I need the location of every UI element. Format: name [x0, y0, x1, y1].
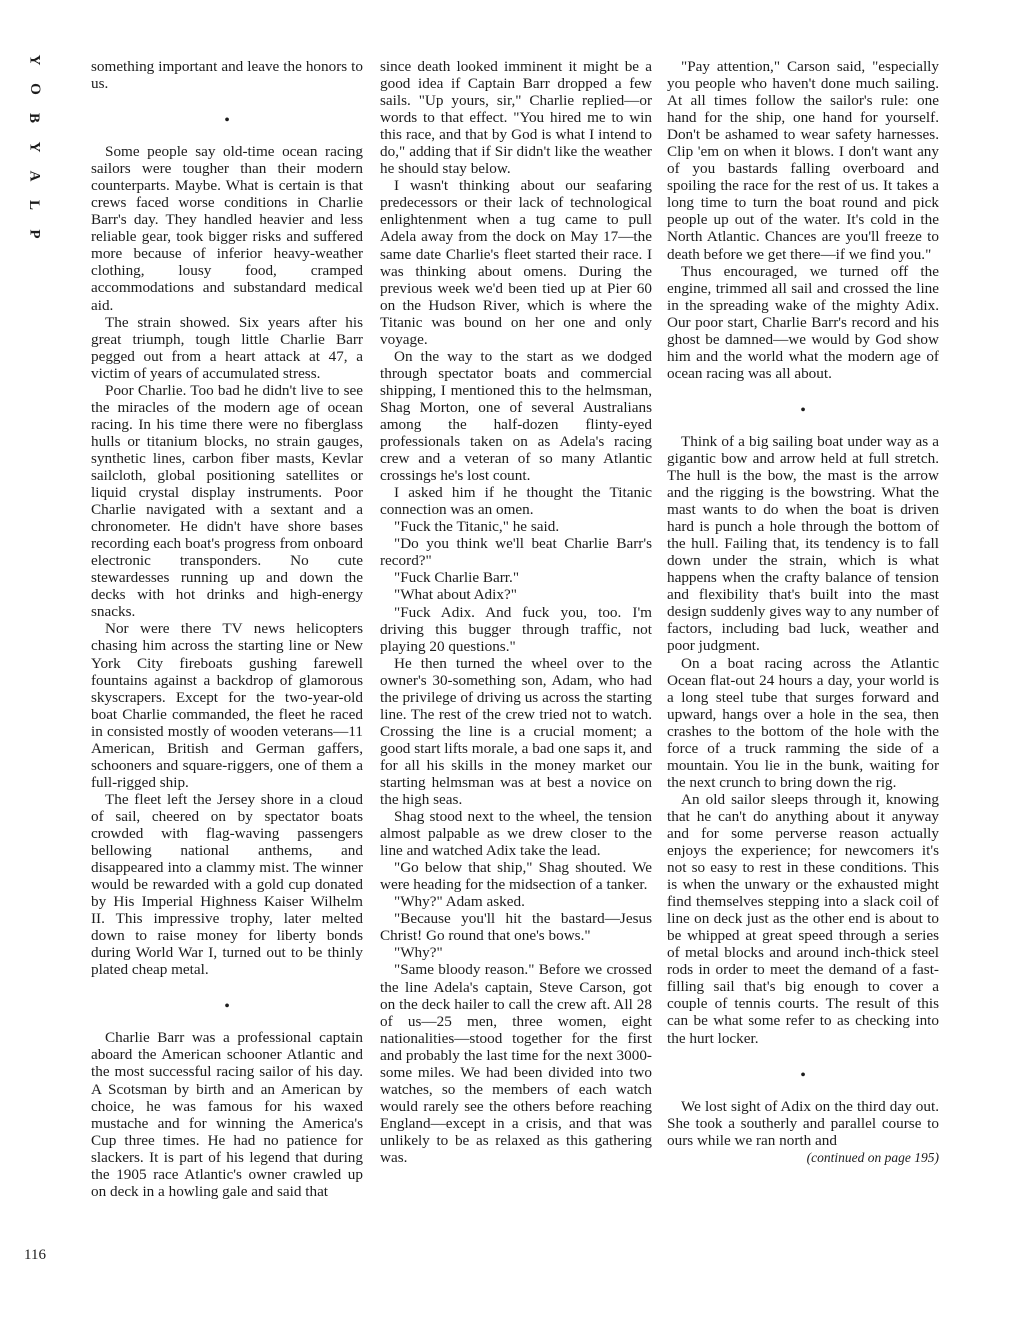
paragraph: I wasn't thinking about our seafaring predecessors or their lack of technological enlightenment when a tug came to pull Adela away from the dock on May 17—the same date Charlie's fleet started their race. I was thinking about omens. During the previous week we'd been tied up at Pier 60 on the Hudson River, which is where the Titanic was bound on her one and only voyage. [380, 177, 652, 348]
paragraph: On the way to the start as we dodged through spectator boats and commercial shipping, I mentioned this to the helmsman, Shag Morton, one of several Australians among the half-dozen flinty-eyed professionals taken on as Adela's racing crew and a veteran of so many Atlantic crossings he's lost count. [380, 347, 652, 485]
paragraph: The strain showed. Six years after his great triumph, tough little Charlie Barr pegged out from a heart attack at 47, a victim of years of accumulated stress. [91, 313, 363, 382]
paragraph: Poor Charlie. Too bad he didn't live to see the miracles of the modern age of ocean racing. In his time there were no fiberglass hulls or titanium blocks, no strain gauges, synthetic lines, carbon fiber masts, Kevlar sailcloth, global positioning satellites or liquid crystal display instruments. Poor Charlie navigated with a sextant and a chronometer. He didn't have shore bases recording each boat's progress from onboard electronic transponders. No cute stewardesses running up and down the decks with hot drinks and high-energy snacks. [91, 381, 363, 621]
magazine-letter: P [26, 229, 43, 240]
paragraph: Charlie Barr was a professional captain aboard the American schooner Atlantic and the most successful racing sailor of his day. A Scotsman by birth and an American by choice, he was famous for his waxed mustache and for winning the America's Cup three times. He had no patience for slackers. It is part of his legend that during the 1905 race Atlantic's owner crawled up on deck in a howling gale and said that [91, 1029, 363, 1200]
paragraph: "Why?" Adam asked. [394, 893, 525, 911]
paragraph: The fleet left the Jersey shore in a cloud of sail, cheered on by spectator boats crowded with flag-waving passengers bellowing national anthems, and disappeared into a clammy mist. The winner would be rewarded with a gold cup donated by His Imperial Highness Kaiser Wilhelm II. This impressive trophy, later melted down to raise money for liberty bonds during World War I, turned out to be thinly plated cheap metal. [91, 790, 363, 979]
section-break-bullet: • [800, 401, 806, 419]
paragraph: Shag stood next to the wheel, the tension almost palpable as we drew closer to the line and watched Adix take the lead. [380, 808, 652, 860]
paragraph: "Fuck the Titanic," he said. [394, 518, 560, 536]
magazine-letter: Y [26, 141, 43, 154]
paragraph: Thus encouraged, we turned off the engine, trimmed all sail and crossed the line in the spreading wake of the mighty Adix. Our poor start, Charlie Barr's record and his ghost be damned—we would by God show him and the world what the modern age of ocean racing was all about. [667, 262, 939, 382]
paragraph: Think of a big sailing boat under way as a gigantic bow and arrow held at full stretch. The hull is the bow, the mast is the arrow and the rigging is the bowstring. What the mast wants to do when the boat is driven hard is punch a hole through the bottom of the hull. Failing that, its tendency is to fall down under the strain, which is what happens when the crafty balance of tension and flexibility that's built into the mast design suddenly gives way to any number of factors, including bad luck, weather and poor judgment. [667, 432, 939, 655]
magazine-letter: Y [26, 54, 43, 67]
paragraph: I asked him if he thought the Titanic connection was an omen. [380, 484, 652, 519]
magazine-letter: O [26, 83, 43, 96]
page-number: 116 [24, 1247, 46, 1263]
paragraph: something important and leave the honors to us. [91, 58, 363, 93]
paragraph: "Do you think we'll beat Charlie Barr's record?" [380, 535, 652, 570]
paragraph: On a boat racing across the Atlantic Ocean flat-out 24 hours a day, your world is a long steel tube that surges forward and upward, hangs over a hole in the sea, then crashes to the bottom of the hole with the force of a truck ramming the side of a mountain. You lie in the bunk, waiting for the next crunch to bring down the rig. [667, 654, 939, 791]
paragraph: Nor were there TV news helicopters chasing him across the starting line or New York City fireboats gushing farewell fountains against a backdrop of glamorous skyscrapers. Except for the two-year-old boat Charlie commanded, the fleet he raced in consisted mostly of wooden veterans—11 American, British and German gaffers, schooners and square-riggers, one of them a full-rigged ship. [91, 620, 363, 791]
magazine-name-vertical [22, 50, 46, 245]
paragraph: We lost sight of Adix on the third day out. She took a southerly and parallel course to ours while we ran north and [667, 1097, 939, 1149]
paragraph: "Because you'll hit the bastard—Jesus Christ! Go round that one's bows." [380, 910, 652, 945]
paragraph: "Same bloody reason." Before we crossed the line Adela's captain, Steve Carson, got on the deck hailer to call the crew aft. All 28 of us—25 men, three women, eight nationalities—stood together for the first and probably the last time for the next 3000-some miles. We had been divided into two watches, so the members of each watch would rarely see the others before reaching England—except in a crisis, and that was unlikely to be as relaxed as this gathering was. [380, 961, 652, 1166]
continued-on-page-note: (continued on page 195) [806, 1149, 939, 1165]
magazine-letter: A [26, 170, 43, 183]
section-break-bullet: • [224, 112, 230, 130]
paragraph: "Fuck Adix. And fuck you, too. I'm driving this bugger through traffic, not playing 20 questions." [380, 603, 652, 655]
paragraph: since death looked imminent it might be a good idea if Captain Barr dropped a few sails. "Up yours, sir," Charlie replied—or words to that effect. "You hired me to win this race, and that by God is what I intend to do," adding that if Sir didn't like the weather he should stay below. [380, 58, 652, 178]
article-column-2 [380, 58, 652, 1166]
paragraph: "What about Adix?" [394, 586, 517, 604]
paragraph: "Pay attention," Carson said, "especially you people who haven't done much sailing. At all times follow the sailor's rule: one hand for the ship, one hand for yourself. Don't be ashamed to wear safety harnesses. Clip 'em on when it blows. I don't want any of you bastards falling overboard and spoiling the race for the rest of us. It takes a long time to turn the boat round and pick people up out of the water. It's cold in the North Atlantic. Chances are you'll freeze to death before we get there—if we find you." [667, 58, 939, 263]
paragraph: He then turned the wheel over to the owner's 30-something son, Adam, who had the privilege of driving us across the starting line. The rest of the crew tried not to watch. Crossing the line is a crucial moment; a good start lifts morale, a bad one saps it, and for all his skills in the money market our starting helmsman was at best a novice on the high seas. [380, 654, 652, 809]
section-break-bullet: • [224, 998, 230, 1016]
paragraph: "Fuck Charlie Barr." [394, 569, 520, 587]
paragraph: An old sailor sleeps through it, knowing that he can't do anything about it anyway and for some perverse reason actually enjoys the experience; for newcomers it's not so easy to rest in these conditions. This is when the unwary or the exhausted might find themselves stepping into a slack coil of line on deck just as the other end is about to be whipped at great speed through a series of metal blocks and around inch-thick steel rods in order to meet the demand of a fast-filling sail that's big enough to cover a couple of tennis courts. The result of this can be what some refer to as checking into the hurt locker. [667, 790, 939, 1047]
magazine-letter: B [26, 112, 43, 125]
paragraph: "Why?" [394, 944, 443, 962]
paragraph: Some people say old-time ocean racing sailors were tougher than their modern counterparts. Maybe. What is certain is that crews faced worse conditions in Charlie Barr's day. They handled heavier and less reliable gear, took bigger risks and suffered more because of inferior heavy-weather clothing, lousy food, cramped accommodations and substandard medical aid. [91, 143, 363, 314]
article-column-3 [667, 58, 939, 1166]
article-column-1 [91, 58, 363, 1200]
magazine-letter: L [26, 199, 43, 212]
section-break-bullet: • [800, 1066, 806, 1084]
paragraph: "Go below that ship," Shag shouted. We were heading for the midsection of a tanker. [380, 859, 652, 894]
